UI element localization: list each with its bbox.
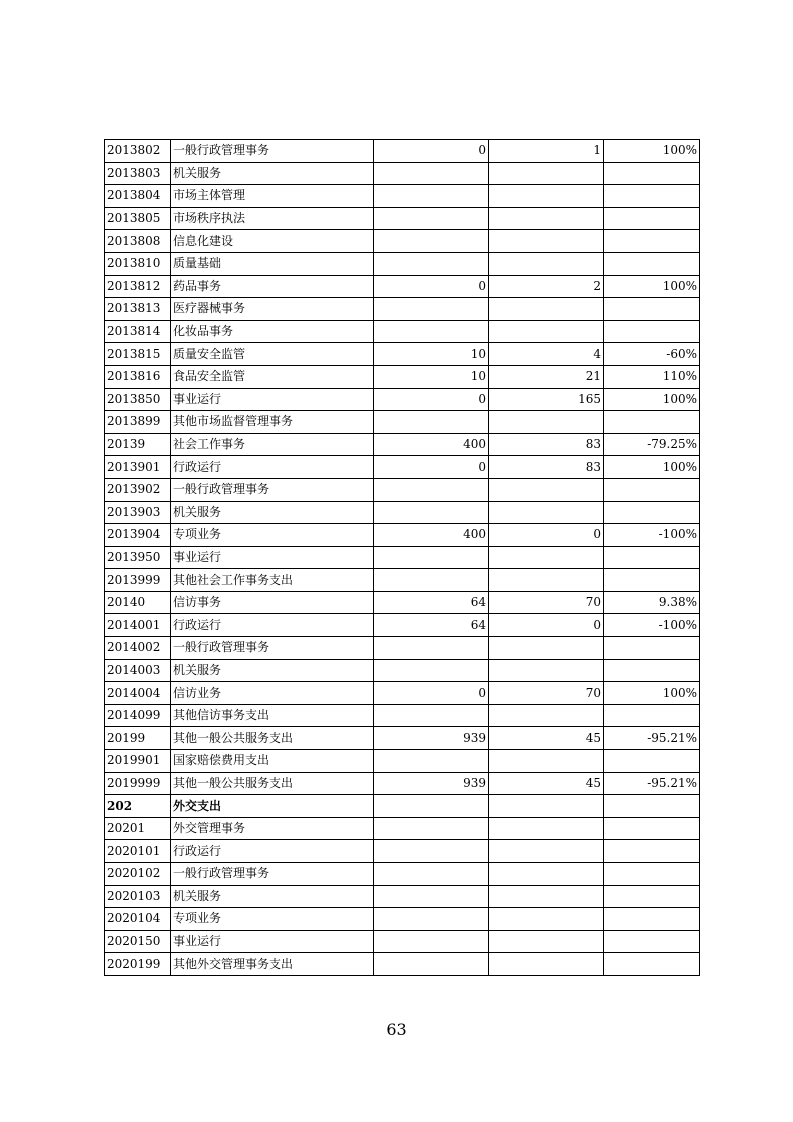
- table-row: [105, 795, 700, 818]
- row-code-cell: 2020199: [105, 953, 171, 976]
- row-change-cell: 100%: [604, 388, 700, 411]
- table-row: [105, 772, 700, 795]
- row-actual-cell: [489, 298, 604, 321]
- row-actual-cell: [489, 953, 604, 976]
- row-code-cell: 2020150: [105, 930, 171, 953]
- row-name-cell: 信息化建设: [171, 230, 374, 253]
- table-row: [105, 863, 700, 886]
- table-row: [105, 659, 700, 682]
- row-actual-cell: [489, 817, 604, 840]
- row-change-cell: [604, 817, 700, 840]
- row-actual-cell: 45: [489, 772, 604, 795]
- row-actual-cell: 45: [489, 727, 604, 750]
- row-name-cell: 其他市场监督管理事务: [171, 411, 374, 434]
- row-budget-cell: [374, 637, 489, 660]
- table-row: [105, 637, 700, 660]
- table-row: [105, 343, 700, 366]
- row-actual-cell: [489, 863, 604, 886]
- row-actual-cell: [489, 207, 604, 230]
- row-code-cell: 2014001: [105, 614, 171, 637]
- row-actual-cell: 70: [489, 682, 604, 705]
- row-budget-cell: [374, 840, 489, 863]
- row-name-cell: 质量安全监管: [171, 343, 374, 366]
- row-actual-cell: [489, 840, 604, 863]
- row-budget-cell: [374, 750, 489, 773]
- row-actual-cell: [489, 501, 604, 524]
- row-budget-cell: [374, 546, 489, 569]
- row-name-cell: 行政运行: [171, 456, 374, 479]
- row-budget-cell: [374, 252, 489, 275]
- table-row: [105, 433, 700, 456]
- row-name-cell: 质量基础: [171, 252, 374, 275]
- row-actual-cell: 4: [489, 343, 604, 366]
- row-change-cell: -79.25%: [604, 433, 700, 456]
- row-code-cell: 2013902: [105, 478, 171, 501]
- table-row: [105, 185, 700, 208]
- table-row: [105, 162, 700, 185]
- row-change-cell: 110%: [604, 365, 700, 388]
- row-name-cell: 化妆品事务: [171, 320, 374, 343]
- row-budget-cell: [374, 704, 489, 727]
- row-change-cell: [604, 863, 700, 886]
- row-name-cell: 信访业务: [171, 682, 374, 705]
- row-change-cell: -100%: [604, 524, 700, 547]
- table-row: [105, 569, 700, 592]
- table-row: [105, 930, 700, 953]
- row-budget-cell: [374, 207, 489, 230]
- table-row: [105, 591, 700, 614]
- row-change-cell: [604, 320, 700, 343]
- row-name-cell: 一般行政管理事务: [171, 140, 374, 163]
- row-budget-cell: [374, 953, 489, 976]
- row-name-cell: 市场主体管理: [171, 185, 374, 208]
- table-row: [105, 817, 700, 840]
- row-change-cell: [604, 885, 700, 908]
- row-name-cell: 机关服务: [171, 659, 374, 682]
- row-code-cell: 2013903: [105, 501, 171, 524]
- row-code-cell: 2014004: [105, 682, 171, 705]
- row-name-cell: 机关服务: [171, 885, 374, 908]
- row-actual-cell: [489, 659, 604, 682]
- page-number: 63: [386, 1020, 407, 1039]
- row-name-cell: 外交管理事务: [171, 817, 374, 840]
- row-budget-cell: 10: [374, 365, 489, 388]
- row-actual-cell: 21: [489, 365, 604, 388]
- row-name-cell: 一般行政管理事务: [171, 637, 374, 660]
- row-code-cell: 20201: [105, 817, 171, 840]
- row-name-cell: 医疗器械事务: [171, 298, 374, 321]
- row-code-cell: 2020101: [105, 840, 171, 863]
- row-budget-cell: 0: [374, 275, 489, 298]
- row-change-cell: [604, 908, 700, 931]
- row-actual-cell: [489, 795, 604, 818]
- row-code-cell: 2020102: [105, 863, 171, 886]
- row-change-cell: 100%: [604, 456, 700, 479]
- row-name-cell: 社会工作事务: [171, 433, 374, 456]
- row-change-cell: [604, 840, 700, 863]
- row-change-cell: -100%: [604, 614, 700, 637]
- row-code-cell: 20139: [105, 433, 171, 456]
- row-change-cell: -95.21%: [604, 727, 700, 750]
- row-budget-cell: 0: [374, 140, 489, 163]
- row-change-cell: 100%: [604, 140, 700, 163]
- row-budget-cell: 400: [374, 524, 489, 547]
- row-actual-cell: [489, 885, 604, 908]
- table-row: [105, 365, 700, 388]
- row-budget-cell: 0: [374, 388, 489, 411]
- row-actual-cell: [489, 569, 604, 592]
- row-budget-cell: [374, 320, 489, 343]
- row-budget-cell: [374, 411, 489, 434]
- table-row: [105, 501, 700, 524]
- row-code-cell: 2013814: [105, 320, 171, 343]
- row-name-cell: 专项业务: [171, 524, 374, 547]
- row-change-cell: [604, 501, 700, 524]
- row-budget-cell: [374, 569, 489, 592]
- row-actual-cell: [489, 750, 604, 773]
- row-name-cell: 专项业务: [171, 908, 374, 931]
- row-budget-cell: 64: [374, 591, 489, 614]
- row-actual-cell: [489, 185, 604, 208]
- row-name-cell: 药品事务: [171, 275, 374, 298]
- row-actual-cell: [489, 162, 604, 185]
- row-change-cell: 100%: [604, 275, 700, 298]
- table-row: [105, 840, 700, 863]
- row-budget-cell: [374, 185, 489, 208]
- table-row: [105, 953, 700, 976]
- row-budget-cell: 939: [374, 727, 489, 750]
- row-budget-cell: 400: [374, 433, 489, 456]
- row-code-cell: 20140: [105, 591, 171, 614]
- table-row: [105, 388, 700, 411]
- table-row: [105, 727, 700, 750]
- row-actual-cell: [489, 411, 604, 434]
- row-code-cell: 2013804: [105, 185, 171, 208]
- row-code-cell: 2013802: [105, 140, 171, 163]
- row-budget-cell: 64: [374, 614, 489, 637]
- row-name-cell: 事业运行: [171, 388, 374, 411]
- row-budget-cell: [374, 795, 489, 818]
- row-name-cell: 外交支出: [171, 795, 374, 818]
- row-actual-cell: [489, 908, 604, 931]
- row-change-cell: [604, 637, 700, 660]
- row-code-cell: 2014003: [105, 659, 171, 682]
- row-name-cell: 其他信访事务支出: [171, 704, 374, 727]
- row-change-cell: [604, 207, 700, 230]
- row-budget-cell: [374, 863, 489, 886]
- row-change-cell: [604, 704, 700, 727]
- row-budget-cell: [374, 885, 489, 908]
- row-code-cell: 2013812: [105, 275, 171, 298]
- row-change-cell: [604, 411, 700, 434]
- row-change-cell: -60%: [604, 343, 700, 366]
- row-name-cell: 其他外交管理事务支出: [171, 953, 374, 976]
- row-name-cell: 一般行政管理事务: [171, 478, 374, 501]
- table-row: [105, 546, 700, 569]
- row-change-cell: [604, 953, 700, 976]
- table-row: [105, 704, 700, 727]
- row-code-cell: 2013803: [105, 162, 171, 185]
- table-row: [105, 298, 700, 321]
- row-actual-cell: 2: [489, 275, 604, 298]
- row-actual-cell: 0: [489, 614, 604, 637]
- row-actual-cell: [489, 546, 604, 569]
- table-row: [105, 524, 700, 547]
- row-code-cell: 2013815: [105, 343, 171, 366]
- row-budget-cell: [374, 908, 489, 931]
- row-change-cell: [604, 546, 700, 569]
- table-row: [105, 682, 700, 705]
- row-budget-cell: [374, 501, 489, 524]
- row-budget-cell: [374, 478, 489, 501]
- row-code-cell: 2013850: [105, 388, 171, 411]
- row-change-cell: [604, 298, 700, 321]
- budget-table-body: [105, 140, 700, 976]
- row-budget-cell: 939: [374, 772, 489, 795]
- row-actual-cell: [489, 637, 604, 660]
- table-row: [105, 614, 700, 637]
- row-name-cell: 行政运行: [171, 614, 374, 637]
- row-actual-cell: [489, 230, 604, 253]
- row-change-cell: [604, 750, 700, 773]
- row-name-cell: 事业运行: [171, 930, 374, 953]
- row-code-cell: 2019901: [105, 750, 171, 773]
- table-row: [105, 140, 700, 163]
- row-code-cell: 2013899: [105, 411, 171, 434]
- budget-table: [104, 139, 700, 976]
- row-code-cell: 2013808: [105, 230, 171, 253]
- row-name-cell: 信访事务: [171, 591, 374, 614]
- table-row: [105, 750, 700, 773]
- row-budget-cell: [374, 930, 489, 953]
- row-actual-cell: [489, 930, 604, 953]
- row-budget-cell: [374, 298, 489, 321]
- row-actual-cell: 83: [489, 456, 604, 479]
- table-row: [105, 207, 700, 230]
- row-code-cell: 2014099: [105, 704, 171, 727]
- row-code-cell: 2013813: [105, 298, 171, 321]
- row-change-cell: [604, 930, 700, 953]
- row-actual-cell: 70: [489, 591, 604, 614]
- row-change-cell: [604, 659, 700, 682]
- row-name-cell: 国家赔偿费用支出: [171, 750, 374, 773]
- row-actual-cell: [489, 320, 604, 343]
- table-row: [105, 411, 700, 434]
- row-actual-cell: [489, 252, 604, 275]
- row-change-cell: [604, 252, 700, 275]
- table-row: [105, 320, 700, 343]
- row-actual-cell: 1: [489, 140, 604, 163]
- row-name-cell: 机关服务: [171, 501, 374, 524]
- row-code-cell: 2020103: [105, 885, 171, 908]
- row-change-cell: [604, 569, 700, 592]
- row-code-cell: 2013904: [105, 524, 171, 547]
- row-code-cell: 2013999: [105, 569, 171, 592]
- row-change-cell: [604, 478, 700, 501]
- row-budget-cell: [374, 817, 489, 840]
- row-change-cell: [604, 795, 700, 818]
- row-code-cell: 2020104: [105, 908, 171, 931]
- row-change-cell: [604, 162, 700, 185]
- row-budget-cell: 0: [374, 456, 489, 479]
- table-row: [105, 908, 700, 931]
- row-code-cell: 2019999: [105, 772, 171, 795]
- row-change-cell: [604, 230, 700, 253]
- row-change-cell: 100%: [604, 682, 700, 705]
- row-name-cell: 其他社会工作事务支出: [171, 569, 374, 592]
- row-actual-cell: 83: [489, 433, 604, 456]
- row-name-cell: 其他一般公共服务支出: [171, 727, 374, 750]
- row-change-cell: [604, 185, 700, 208]
- row-budget-cell: 10: [374, 343, 489, 366]
- table-row: [105, 230, 700, 253]
- row-name-cell: 行政运行: [171, 840, 374, 863]
- row-budget-cell: [374, 659, 489, 682]
- row-code-cell: 2013805: [105, 207, 171, 230]
- row-code-cell: 20199: [105, 727, 171, 750]
- row-budget-cell: [374, 162, 489, 185]
- row-code-cell: 2013901: [105, 456, 171, 479]
- row-name-cell: 市场秩序执法: [171, 207, 374, 230]
- row-budget-cell: 0: [374, 682, 489, 705]
- row-change-cell: -95.21%: [604, 772, 700, 795]
- table-row: [105, 252, 700, 275]
- row-code-cell: 2013816: [105, 365, 171, 388]
- row-code-cell: 2014002: [105, 637, 171, 660]
- row-name-cell: 食品安全监管: [171, 365, 374, 388]
- row-actual-cell: [489, 478, 604, 501]
- table-row: [105, 885, 700, 908]
- row-name-cell: 其他一般公共服务支出: [171, 772, 374, 795]
- table-row: [105, 456, 700, 479]
- row-actual-cell: 165: [489, 388, 604, 411]
- row-name-cell: 一般行政管理事务: [171, 863, 374, 886]
- row-code-cell: 2013810: [105, 252, 171, 275]
- row-actual-cell: 0: [489, 524, 604, 547]
- row-code-cell: 2013950: [105, 546, 171, 569]
- table-row: [105, 478, 700, 501]
- row-actual-cell: [489, 704, 604, 727]
- row-name-cell: 事业运行: [171, 546, 374, 569]
- row-code-cell: 202: [105, 795, 171, 818]
- table-row: [105, 275, 700, 298]
- row-budget-cell: [374, 230, 489, 253]
- row-change-cell: 9.38%: [604, 591, 700, 614]
- row-name-cell: 机关服务: [171, 162, 374, 185]
